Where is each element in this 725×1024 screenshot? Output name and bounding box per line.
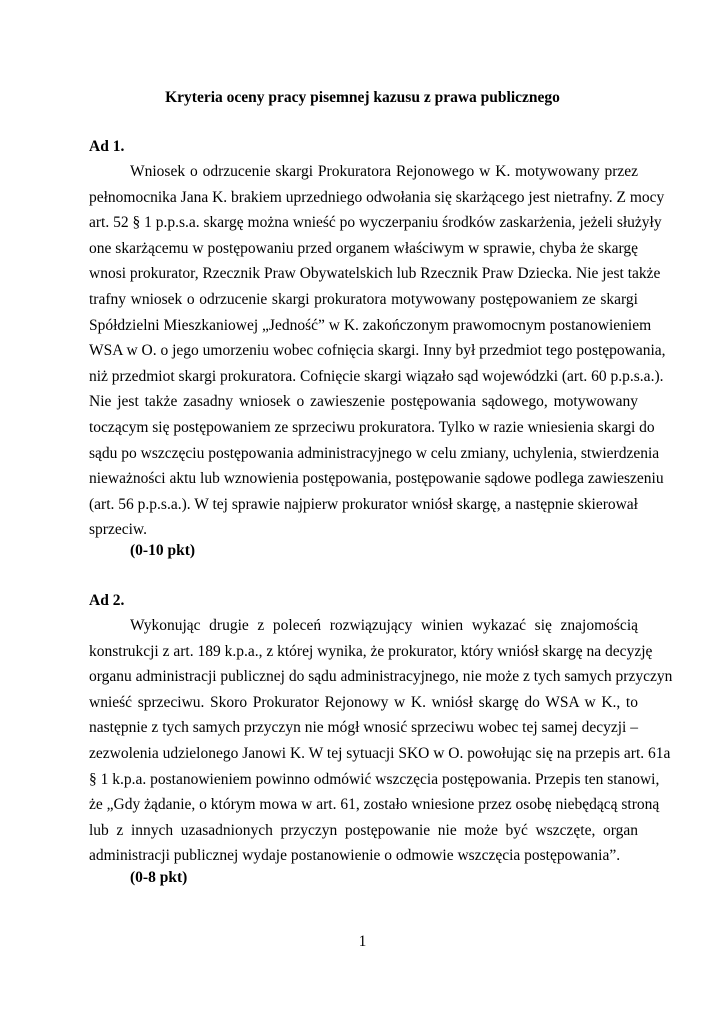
paragraph-line: WSA w O. o jego umorzeniu wobec cofnięcia skargi. Inny był przedmiot tego postępowania, <box>89 342 666 360</box>
paragraph-line: nieważności aktu lub wznowienia postępowania, postępowanie sądowe podlega zawieszeniu <box>89 470 664 488</box>
section-1-points: (0-10 pkt) <box>130 542 196 559</box>
section-2-heading: Ad 2. <box>89 592 125 609</box>
paragraph-line: wnosi prokurator, Rzecznik Praw Obywatelskich lub Rzecznik Praw Dziecka. Nie jest także <box>89 265 661 283</box>
paragraph-line: art. 52 § 1 p.p.s.a. skargę można wnieść po wyczerpaniu środków zaskarżenia, jeżeli służyły <box>89 214 662 232</box>
paragraph-line: niż przedmiot skargi prokuratora. Cofnięcie skargi wiązało sąd wojewódzki (art. 60 p.p.s.a.). <box>89 367 664 385</box>
paragraph-line: że „Gdy żądanie, o którym mowa w art. 61, zostało wniesione przez osobę niebędącą stroną <box>89 796 660 814</box>
paragraph-line: sądu po wszczęciu postępowania administracyjnego w celu zmiany, uchylenia, stwierdzenia <box>89 444 660 462</box>
section-1-paragraph <box>89 159 666 543</box>
paragraph-line: wnieść sprzeciwu. Skoro Prokurator Rejonowy w K. wniósł skargę do WSA w K., to <box>89 693 638 711</box>
document-title: Kryteria oceny pracy pisemnej kazusu z prawa publicznego <box>165 89 560 106</box>
section-2-paragraph <box>89 613 673 869</box>
paragraph-line: sprzeciw. <box>89 521 147 539</box>
paragraph-line: Spółdzielni Mieszkaniowej „Jedność” w K. zakończonym prawomocnym postanowieniem <box>89 316 652 334</box>
paragraph-line: Wniosek o odrzucenie skargi Prokuratora Rejonowego w K. motywowany przez <box>130 163 638 180</box>
paragraph-line: (art. 56 p.p.s.a.). W tej sprawie najpierw prokurator wniósł skargę, a następnie skierował <box>89 495 638 513</box>
paragraph-line: konstrukcji z art. 189 k.p.a., z której wynika, że prokurator, który wniósł skargę na decyzję <box>89 642 653 660</box>
section-1-heading: Ad 1. <box>89 138 125 155</box>
paragraph-line: następnie z tych samych przyczyn nie mógł wnosić sprzeciwu wobec tej samej decyzji – <box>89 719 638 737</box>
paragraph-line: lub z innych uzasadnionych przyczyn postępowanie nie może być wszczęte, organ <box>89 821 638 839</box>
paragraph-line: organu administracji publicznej do sądu administracyjnego, nie może z tych samych przyczyn <box>89 668 673 686</box>
paragraph-line: Wykonując drugie z poleceń rozwiązujący winien wykazać się znajomością <box>130 617 638 634</box>
page-number: 1 <box>358 933 367 950</box>
paragraph-line: § 1 k.p.a. postanowieniem powinno odmówić wszczęcia postępowania. Przepis ten stanowi, <box>89 770 660 788</box>
paragraph-line: trafny wniosek o odrzucenie skargi prokuratora motywowany postępowaniem ze skargi <box>89 290 638 308</box>
paragraph-line: toczącym się postępowaniem ze sprzeciwu prokuratora. Tylko w razie wniesienia skargi do <box>89 418 655 436</box>
paragraph-line: Nie jest także zasadny wniosek o zawieszenie postępowania sądowego, motywowany <box>89 393 638 411</box>
paragraph-line: one skarżącemu w postępowaniu przed organem właściwym w sprawie, chyba że skargę <box>89 239 638 257</box>
paragraph-line: administracji publicznej wydaje postanowienie o odmowie wszczęcia postępowania”. <box>89 847 621 865</box>
paragraph-line: pełnomocnika Jana K. brakiem uprzedniego odwołania się skarżącego jest nietrafny. Z mocy <box>89 188 665 206</box>
paragraph-line: zezwolenia udzielonego Janowi K. W tej sytuacji SKO w O. powołując się na przepis art. 61a <box>89 744 671 762</box>
section-2-points: (0-8 pkt) <box>130 869 188 886</box>
